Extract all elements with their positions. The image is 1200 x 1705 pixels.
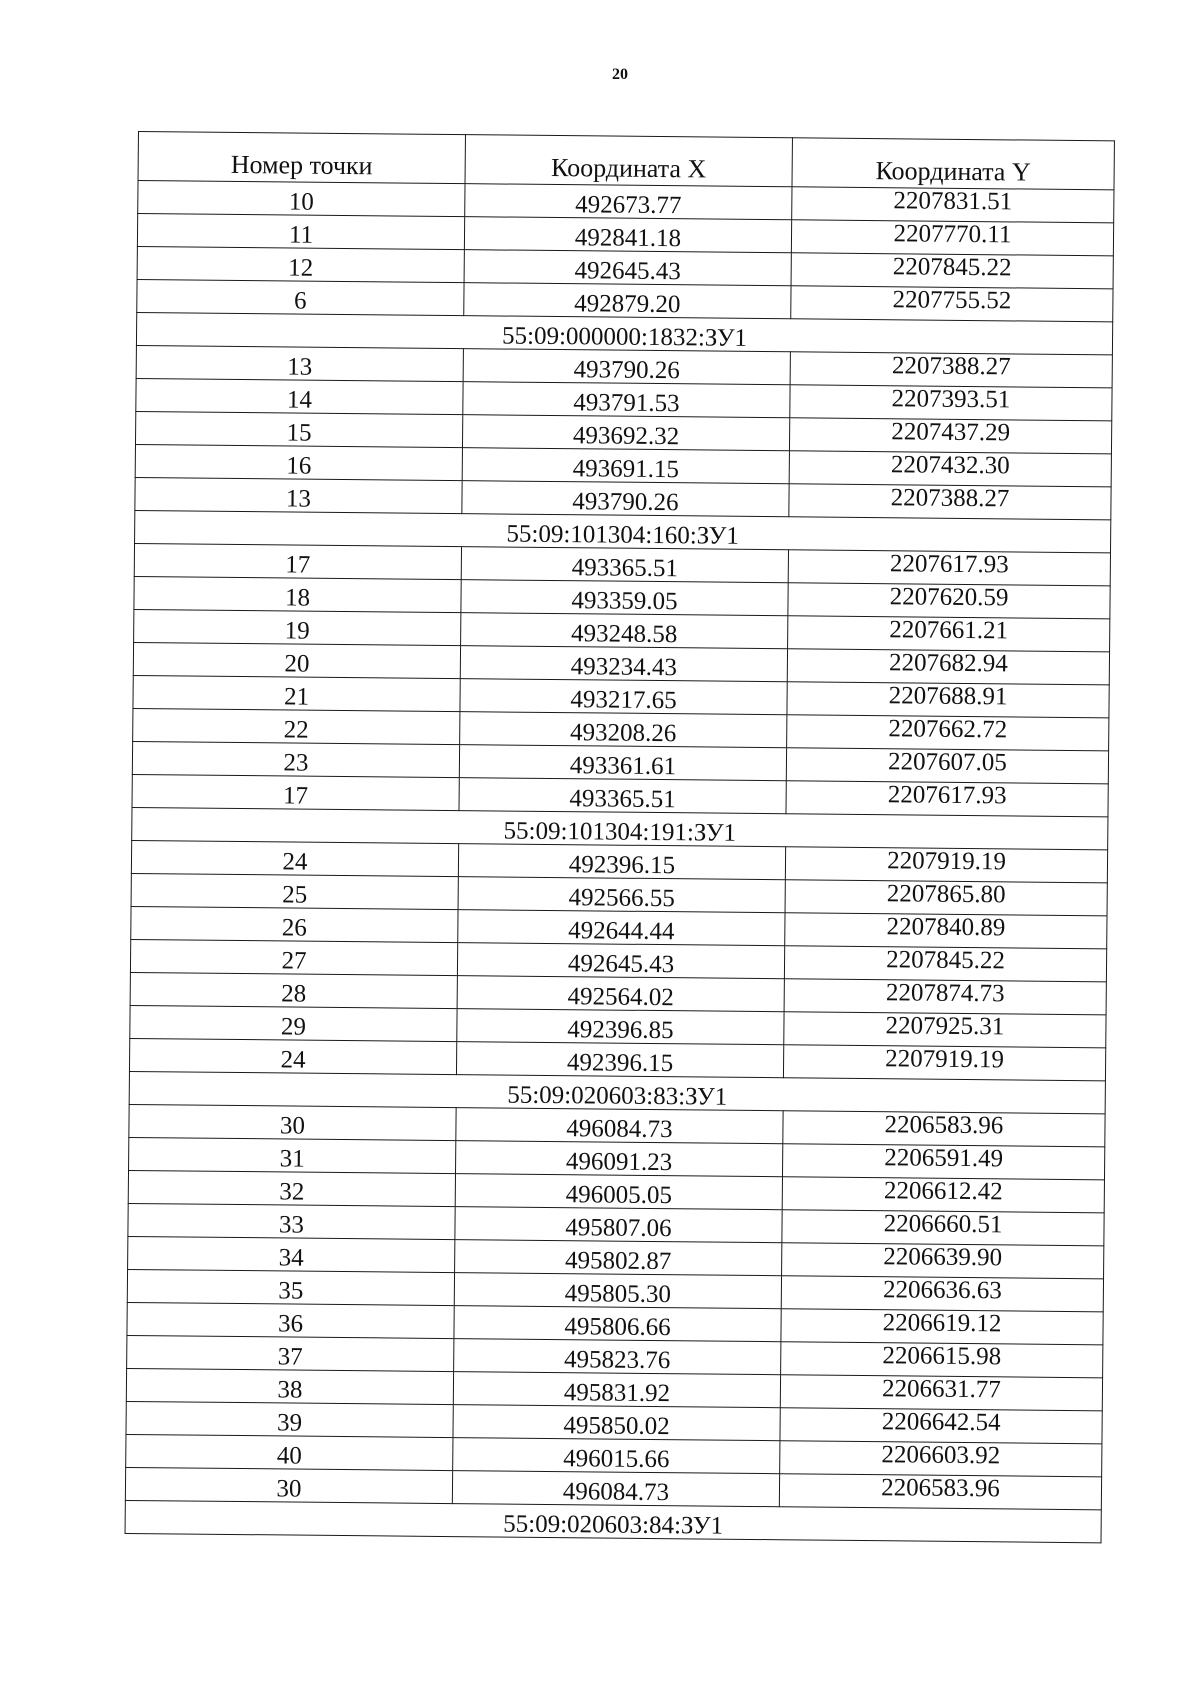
coordinate-y-cell: 2207845.22 bbox=[791, 253, 1113, 289]
page-number: 20 bbox=[612, 66, 628, 83]
coordinate-y-cell: 2207388.27 bbox=[789, 484, 1111, 520]
coordinate-x-cell: 492396.85 bbox=[457, 1009, 784, 1045]
coordinate-x-cell: 492673.77 bbox=[465, 184, 792, 220]
point-number-cell: 24 bbox=[129, 1038, 456, 1074]
point-number-cell: 36 bbox=[127, 1302, 454, 1338]
coordinate-y-cell: 2207874.73 bbox=[784, 979, 1106, 1015]
point-number-cell: 40 bbox=[126, 1434, 453, 1470]
coordinate-x-cell: 493365.51 bbox=[461, 547, 788, 583]
coordinate-x-cell: 495831.92 bbox=[453, 1372, 780, 1408]
coordinate-x-cell: 493208.26 bbox=[460, 712, 787, 748]
point-number-cell: 33 bbox=[128, 1203, 455, 1239]
coordinate-x-cell: 495850.02 bbox=[453, 1405, 780, 1441]
coordinate-x-cell: 493691.15 bbox=[462, 448, 789, 484]
coordinate-y-cell: 2206639.90 bbox=[782, 1243, 1104, 1279]
coordinate-y-cell: 2207388.27 bbox=[790, 352, 1112, 388]
coordinate-y-cell: 2207662.72 bbox=[787, 715, 1109, 751]
table-body bbox=[125, 181, 1114, 1543]
point-number-cell: 18 bbox=[134, 576, 461, 612]
point-number-cell: 17 bbox=[134, 543, 461, 579]
point-number-cell: 23 bbox=[132, 741, 459, 777]
coordinate-x-cell: 493359.05 bbox=[461, 580, 788, 616]
cadastral-number: 55:09:020603:83:ЗУ1 bbox=[129, 1071, 1105, 1113]
coordinate-x-cell: 496005.05 bbox=[455, 1174, 782, 1210]
coordinate-x-cell: 496015.66 bbox=[453, 1438, 780, 1474]
coordinate-y-cell: 2207617.93 bbox=[788, 550, 1110, 586]
coordinate-y-cell: 2207432.30 bbox=[789, 451, 1111, 487]
coordinate-x-cell: 492566.55 bbox=[458, 877, 785, 913]
cadastral-number: 55:09:020603:84:ЗУ1 bbox=[125, 1500, 1101, 1542]
coordinate-y-cell: 2206615.98 bbox=[781, 1342, 1103, 1378]
point-number-cell: 11 bbox=[137, 214, 464, 250]
point-number-cell: 16 bbox=[135, 444, 462, 480]
header-coordinate-y: Координата Y bbox=[792, 138, 1114, 190]
coordinate-y-cell: 2206631.77 bbox=[780, 1375, 1102, 1411]
coordinate-y-cell: 2207840.89 bbox=[785, 913, 1107, 949]
coordinate-y-cell: 2206583.96 bbox=[783, 1111, 1105, 1147]
point-number-cell: 38 bbox=[126, 1368, 453, 1404]
coordinate-y-cell: 2207617.93 bbox=[786, 781, 1108, 817]
point-number-cell: 29 bbox=[130, 1005, 457, 1041]
coordinate-y-cell: 2207620.59 bbox=[788, 583, 1110, 619]
point-number-cell: 21 bbox=[133, 675, 460, 711]
point-number-cell: 37 bbox=[127, 1335, 454, 1371]
coordinate-y-cell: 2207925.31 bbox=[784, 1012, 1106, 1048]
coordinate-x-cell: 492396.15 bbox=[458, 844, 785, 880]
coordinate-x-cell: 492396.15 bbox=[456, 1042, 783, 1078]
coordinate-y-cell: 2207682.94 bbox=[787, 649, 1109, 685]
point-number-cell: 17 bbox=[132, 774, 459, 810]
coordinate-x-cell: 495807.06 bbox=[455, 1207, 782, 1243]
header-coordinate-x: Координата X bbox=[465, 135, 792, 187]
coordinate-y-cell: 2207770.11 bbox=[791, 220, 1113, 256]
coordinate-x-cell: 496091.23 bbox=[456, 1141, 783, 1177]
coordinate-y-cell: 2207919.19 bbox=[783, 1045, 1105, 1081]
coordinate-y-cell: 2207661.21 bbox=[788, 616, 1110, 652]
coordinate-x-cell: 493365.51 bbox=[459, 778, 786, 814]
point-number-cell: 12 bbox=[137, 246, 464, 282]
coordinate-y-cell: 2207688.91 bbox=[787, 682, 1109, 718]
point-number-cell: 13 bbox=[135, 477, 462, 513]
coordinate-y-cell: 2207393.51 bbox=[790, 385, 1112, 421]
point-number-cell: 10 bbox=[138, 181, 465, 217]
point-number-cell: 25 bbox=[131, 873, 458, 909]
coordinate-y-cell: 2206612.42 bbox=[782, 1177, 1104, 1213]
coordinate-x-cell: 493791.53 bbox=[463, 382, 790, 418]
header-point-number: Номер точки bbox=[138, 132, 465, 184]
point-number-cell: 13 bbox=[136, 345, 463, 381]
coordinate-y-cell: 2207919.19 bbox=[785, 847, 1107, 883]
coordinate-x-cell: 493234.43 bbox=[460, 646, 787, 682]
point-number-cell: 19 bbox=[134, 609, 461, 645]
coordinate-x-cell: 495805.30 bbox=[454, 1273, 781, 1309]
point-number-cell: 39 bbox=[126, 1401, 453, 1437]
point-number-cell: 15 bbox=[135, 411, 462, 447]
point-number-cell: 30 bbox=[129, 1104, 456, 1140]
coordinate-y-cell: 2206603.92 bbox=[780, 1441, 1102, 1477]
coordinate-x-cell: 495823.76 bbox=[454, 1339, 781, 1375]
coordinate-y-cell: 2207845.22 bbox=[784, 946, 1106, 982]
point-number-cell: 30 bbox=[125, 1467, 452, 1503]
coordinates-table bbox=[125, 131, 1115, 1543]
cadastral-number: 55:09:101304:160:ЗУ1 bbox=[135, 510, 1111, 552]
coordinate-y-cell: 2207831.51 bbox=[792, 187, 1114, 223]
point-number-cell: 20 bbox=[133, 642, 460, 678]
coordinate-y-cell: 2206636.63 bbox=[781, 1276, 1103, 1312]
coordinate-x-cell: 492645.43 bbox=[457, 943, 784, 979]
coordinate-y-cell: 2206591.49 bbox=[782, 1144, 1104, 1180]
coordinate-x-cell: 496084.73 bbox=[456, 1108, 783, 1144]
point-number-cell: 22 bbox=[133, 708, 460, 744]
coordinate-y-cell: 2207865.80 bbox=[785, 880, 1107, 916]
coordinate-x-cell: 493790.26 bbox=[463, 349, 790, 385]
coordinate-y-cell: 2207755.52 bbox=[791, 286, 1113, 322]
point-number-cell: 35 bbox=[127, 1269, 454, 1305]
coordinate-x-cell: 493217.65 bbox=[460, 679, 787, 715]
coordinate-x-cell: 492841.18 bbox=[464, 217, 791, 253]
point-number-cell: 6 bbox=[137, 279, 464, 315]
cadastral-number: 55:09:000000:1832:ЗУ1 bbox=[136, 312, 1112, 354]
cadastral-number: 55:09:101304:191:ЗУ1 bbox=[132, 807, 1108, 849]
coordinate-x-cell: 495802.87 bbox=[455, 1240, 782, 1276]
coordinate-y-cell: 2206660.51 bbox=[782, 1210, 1104, 1246]
point-number-cell: 28 bbox=[130, 972, 457, 1008]
coordinate-x-cell: 492879.20 bbox=[464, 283, 791, 319]
coordinate-y-cell: 2206642.54 bbox=[780, 1408, 1102, 1444]
coordinate-y-cell: 2206619.12 bbox=[781, 1309, 1103, 1345]
point-number-cell: 32 bbox=[128, 1170, 455, 1206]
point-number-cell: 24 bbox=[131, 840, 458, 876]
coordinate-x-cell: 492645.43 bbox=[464, 250, 791, 286]
point-number-cell: 34 bbox=[128, 1236, 455, 1272]
coordinate-y-cell: 2206583.96 bbox=[779, 1474, 1101, 1510]
point-number-cell: 26 bbox=[131, 906, 458, 942]
coordinate-x-cell: 495806.66 bbox=[454, 1306, 781, 1342]
coordinate-x-cell: 493790.26 bbox=[462, 481, 789, 517]
coordinate-x-cell: 493248.58 bbox=[461, 613, 788, 649]
coordinate-x-cell: 493361.61 bbox=[459, 745, 786, 781]
coordinate-x-cell: 492564.02 bbox=[457, 976, 784, 1012]
coordinate-x-cell: 496084.73 bbox=[452, 1471, 779, 1507]
coordinate-x-cell: 492644.44 bbox=[458, 910, 785, 946]
point-number-cell: 14 bbox=[136, 378, 463, 414]
coordinate-x-cell: 493692.32 bbox=[462, 415, 789, 451]
coordinate-y-cell: 2207607.05 bbox=[786, 748, 1108, 784]
point-number-cell: 27 bbox=[130, 939, 457, 975]
coordinate-y-cell: 2207437.29 bbox=[789, 418, 1111, 454]
point-number-cell: 31 bbox=[129, 1137, 456, 1173]
